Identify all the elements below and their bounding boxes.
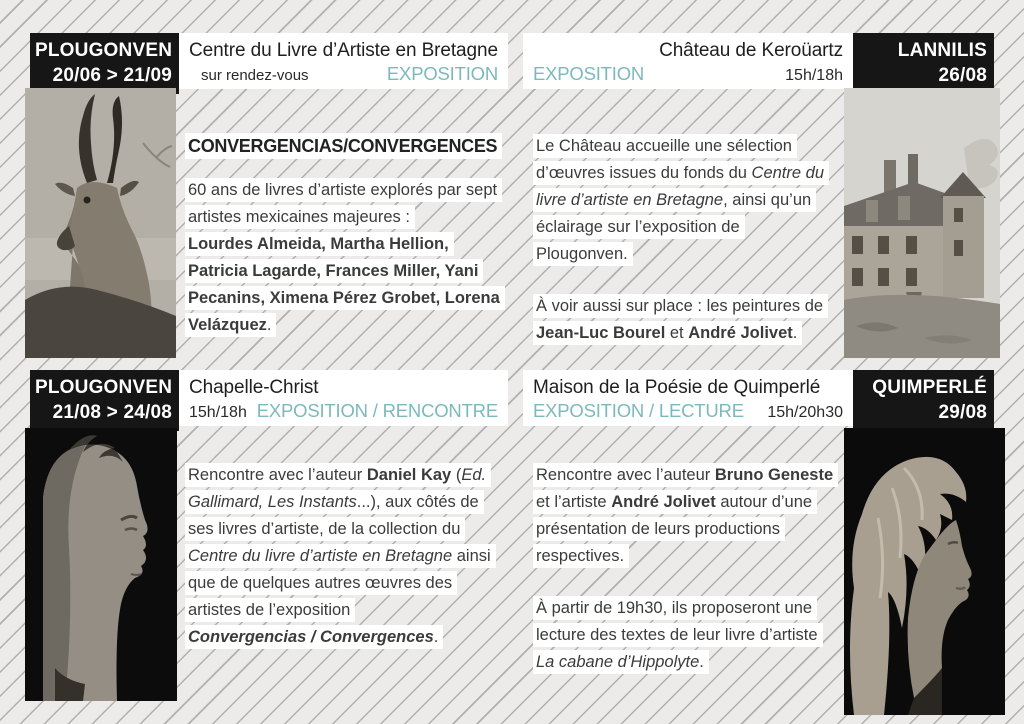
description-paragraph: Rencontre avec l’auteur Bruno Geneste et l’artiste André Jolivet autour d’une présentation de leurs productions respectives. bbox=[533, 462, 834, 570]
description-paragraph: Rencontre avec l’auteur Daniel Kay (Ed. Gallimard, Les Instants...), aux côtés de ses livres d’artiste, de la collection du Centre du livre d’artiste en Bretagne ainsi que de quelques autres œuvres des artistes de l’exposition bbox=[185, 462, 506, 624]
place-label: PLOUGONVEN bbox=[35, 40, 173, 61]
event-description bbox=[533, 133, 834, 347]
event-card-plougonven-rencontre bbox=[30, 370, 508, 718]
venue-banner bbox=[523, 370, 853, 426]
venue-banner bbox=[179, 33, 508, 89]
description-paragraph: Le Château accueille une sélection d’œuvres issues du fonds du Centre du livre d’artiste en Bretagne, ainsi qu’un éclairage sur l’exposition de Plougonven. bbox=[533, 133, 834, 268]
chateau-photo bbox=[844, 88, 1000, 358]
venue-name: Chapelle-Christ bbox=[189, 377, 319, 398]
place-label: QUIMPERLÉ bbox=[872, 377, 987, 398]
card-header bbox=[30, 33, 508, 94]
hours-label: 15h/18h bbox=[785, 67, 843, 84]
event-card-plougonven-exposition bbox=[30, 33, 508, 365]
description-paragraph: À partir de 19h30, ils proposeront une lecture des textes de leur livre d’artiste La cabane d’Hippolyte. bbox=[533, 595, 834, 676]
hours-label: 15h/20h30 bbox=[767, 404, 843, 421]
place-label: PLOUGONVEN bbox=[35, 377, 173, 398]
venue-name: Centre du Livre d’Artiste en Bretagne bbox=[189, 40, 498, 61]
date-range-label: 20/06 > 21/09 bbox=[52, 65, 172, 86]
antelope-photo bbox=[25, 88, 176, 358]
event-description bbox=[533, 462, 834, 676]
venue-name: Château de Keroüartz bbox=[659, 40, 843, 61]
place-date-badge bbox=[30, 33, 179, 94]
card-header bbox=[523, 370, 994, 431]
venue-name: Maison de la Poésie de Quimperlé bbox=[533, 377, 821, 398]
hours-label: 15h/18h bbox=[189, 404, 247, 421]
venue-banner bbox=[523, 33, 853, 89]
date-label: 29/08 bbox=[938, 402, 987, 423]
event-type-label: EXPOSITION bbox=[386, 63, 498, 84]
description-paragraph: 60 ans de livres d’artiste explorés par sept artistes mexicaines majeures : bbox=[185, 177, 506, 231]
event-description bbox=[185, 133, 506, 339]
description-paragraph: À voir aussi sur place : les peintures de Jean-Luc Bourel et André Jolivet. bbox=[533, 293, 834, 347]
card-header bbox=[523, 33, 994, 94]
card-header bbox=[30, 370, 508, 431]
event-card-quimperle bbox=[523, 370, 994, 718]
date-label: 26/08 bbox=[938, 65, 987, 86]
event-card-lannilis bbox=[523, 33, 994, 365]
venue-banner bbox=[179, 370, 508, 426]
date-range-label: 21/08 > 24/08 bbox=[52, 402, 172, 423]
man-profile-photo bbox=[25, 428, 177, 701]
event-type-label: EXPOSITION / RENCONTRE bbox=[256, 400, 498, 421]
event-description bbox=[185, 462, 506, 651]
artist-names-paragraph: Lourdes Almeida, Martha Hellion, Patricia Lagarde, Frances Miller, Yani Pecanins, Ximena Pérez Grobet, Lorena Velázquez. bbox=[185, 231, 506, 339]
appointment-note: sur rendez-vous bbox=[201, 67, 309, 84]
event-type-label: EXPOSITION bbox=[533, 63, 645, 84]
exhibition-title: CONVERGENCIAS/CONVERGENCES bbox=[185, 133, 506, 161]
exhibition-reference: Convergencias / Convergences. bbox=[185, 624, 506, 651]
place-label: LANNILIS bbox=[897, 40, 987, 61]
place-date-badge bbox=[853, 33, 994, 94]
place-date-badge bbox=[853, 370, 994, 431]
woman-profile-photo bbox=[844, 428, 1005, 715]
place-date-badge bbox=[30, 370, 179, 431]
event-type-label: EXPOSITION / LECTURE bbox=[533, 400, 744, 421]
